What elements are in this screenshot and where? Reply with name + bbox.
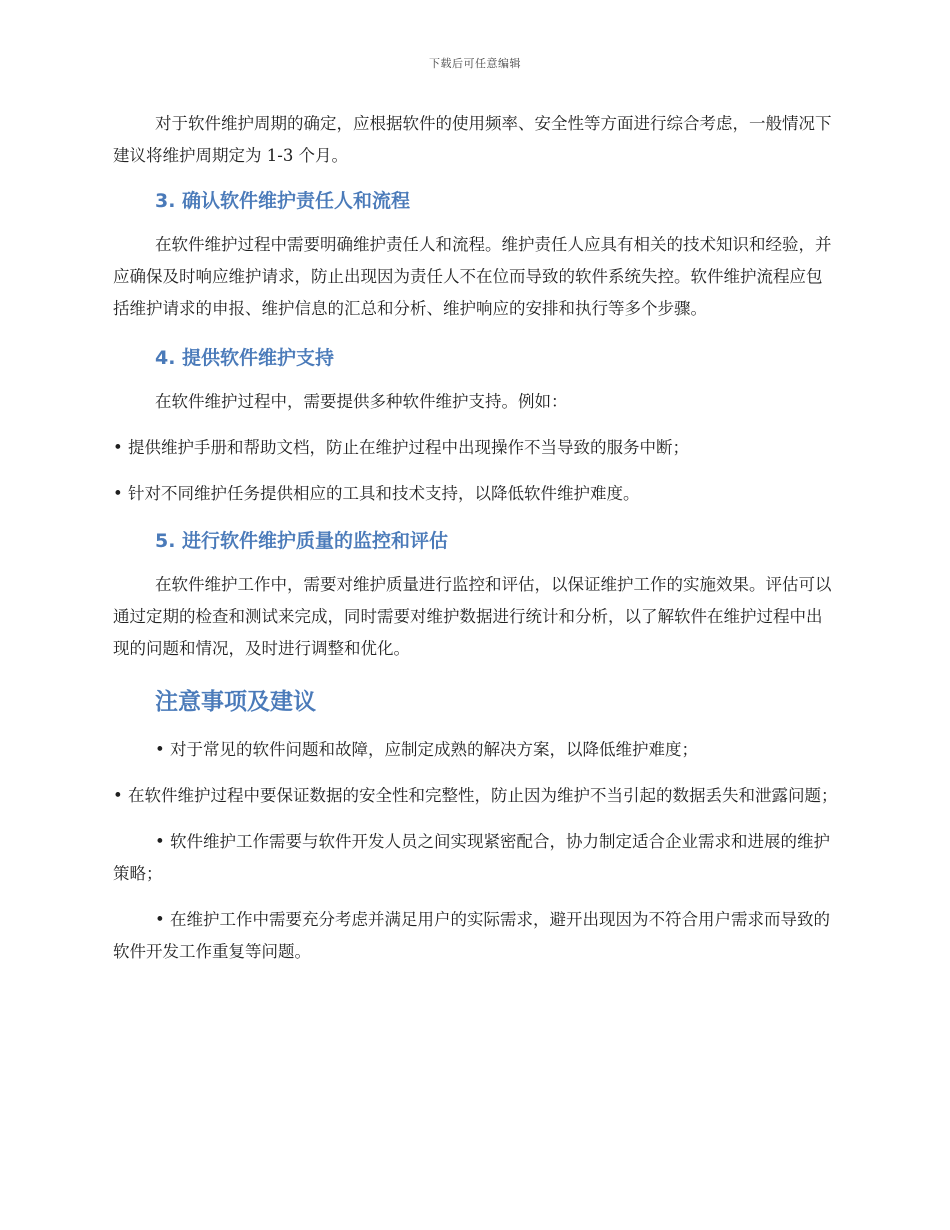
paragraph-support-intro: 在软件维护过程中，需要提供多种软件维护支持。例如：: [155, 392, 568, 411]
bullet-developer-cooperation: • 软件维护工作需要与软件开发人员之间实现紧密配合，协力制定适合企业需求和进展的维护策略；: [113, 832, 830, 883]
document-body: [113, 108, 838, 968]
heading-notes-suggestions: 注意事项及建议: [155, 689, 316, 715]
bullet-common-issues: • 对于常见的软件问题和故障，应制定成熟的解决方案，以降低维护难度；: [155, 740, 698, 759]
paragraph-maintenance-cycle: 对于软件维护周期的确定，应根据软件的使用频率、安全性等方面进行综合考虑，一般情况下建议将维护周期定为 1-3 个月。: [113, 114, 832, 165]
bullet-data-security: • 在软件维护过程中要保证数据的安全性和完整性，防止因为维护不当引起的数据丢失和泄露问题；: [113, 786, 838, 805]
heading-confirm-responsibility: 3. 确认软件维护责任人和流程: [155, 190, 411, 212]
heading-provide-support: 4. 提供软件维护支持: [155, 347, 335, 369]
bullet-user-needs: • 在维护工作中需要充分考虑并满足用户的实际需求，避开出现因为不符合用户需求而导致的软件开发工作重复等问题。: [113, 910, 830, 961]
heading-quality-monitoring: 5. 进行软件维护质量的监控和评估: [155, 530, 449, 552]
bullet-manuals: • 提供维护手册和帮助文档，防止在维护过程中出现操作不当导致的服务中断；: [113, 438, 689, 457]
paragraph-quality: 在软件维护工作中，需要对维护质量进行监控和评估，以保证维护工作的实施效果。评估可以通过定期的检查和测试来完成，同时需要对维护数据进行统计和分析，以了解软件在维护过程中出现的问题和情况，及时进行调整和优化。: [113, 575, 832, 658]
page-header: 下载后可任意编辑: [429, 57, 521, 70]
paragraph-responsibility: 在软件维护过程中需要明确维护责任人和流程。维护责任人应具有相关的技术知识和经验，并应确保及时响应维护请求，防止出现因为责任人不在位而导致的软件系统失控。软件维护流程应包括维护请求的申报、维护信息的汇总和分析、维护响应的安排和执行等多个步骤。: [113, 235, 832, 318]
bullet-tools: • 针对不同维护任务提供相应的工具和技术支持，以降低软件维护难度。: [113, 484, 640, 503]
